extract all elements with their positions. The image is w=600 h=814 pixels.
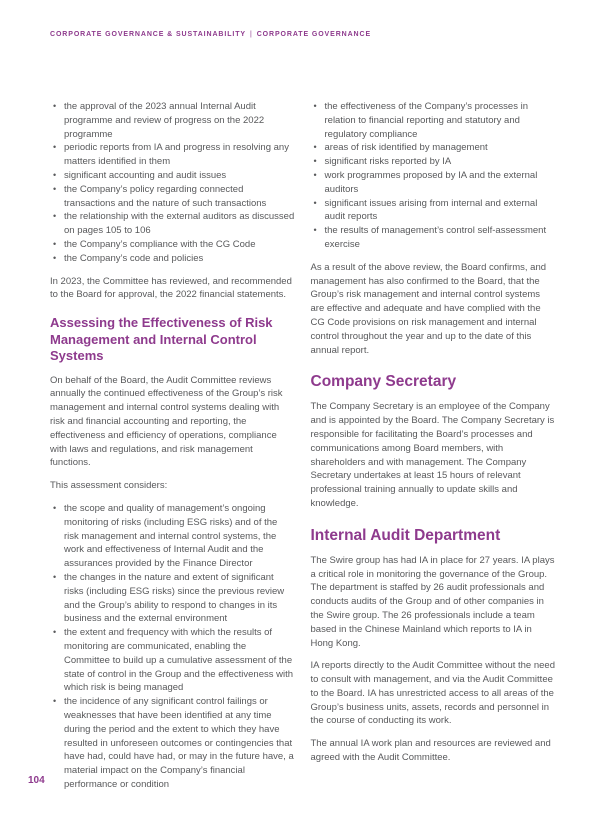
right-column — [311, 100, 556, 792]
bullet-item: • significant issues arising from internal and external audit reports — [311, 197, 556, 225]
risk-section-lead-in: This assessment considers: — [50, 480, 168, 492]
page-content — [50, 100, 555, 792]
internal-audit-paragraph-2: IA reports directly to the Audit Committee without the need to consult with management, and via the Audit Committee to the Board. IA has unrestricted access to all areas of the Group’s business units, assets, records and personnel in the course of conducting its work. — [310, 660, 555, 727]
header-section-label: CORPORATE GOVERNANCE & SUSTAINABILITY — [50, 31, 246, 38]
risk-section-heading: Assessing the Effectiveness of Risk Management and Internal Control Systems — [50, 315, 273, 364]
bullet-item: • the approval of the 2023 annual Internal Audit programme and review of progress on the 2022 programme — [50, 100, 295, 141]
page-number: 104 — [28, 775, 45, 786]
header-subsection-label: CORPORATE GOVERNANCE — [256, 31, 372, 38]
audit-committee-review-list — [50, 100, 295, 266]
bullet-item: • the relationship with the external auditors as discussed on pages 105 to 106 — [50, 210, 295, 238]
board-confirmation-paragraph: As a result of the above review, the Board confirms, and management has also confirmed to the Board, that the Group’s risk management and internal control systems are effective and adequate and have complied with the CG Code provisions on risk management and internal control throughout the year and up to the date of this annual report. — [310, 261, 547, 356]
risk-section-intro: On behalf of the Board, the Audit Committee reviews annually the continued effectiveness of the Group’s risk management and internal control systems dealing with risk and financial accounting and reporting, the effectiveness and efficiency of operations, compliance with laws and regulations, and risk management functions. — [50, 374, 283, 469]
bullet-item: • the scope and quality of management’s ongoing monitoring of risks (including ESG risks) and of the risk management and internal control systems, the work and effectiveness of Internal Audit and the assurances provided by the Finance Director — [50, 502, 295, 571]
left-column — [50, 100, 295, 792]
review-scope-list — [311, 100, 556, 252]
bullet-item: • the Company’s compliance with the CG Code — [50, 238, 295, 252]
company-secretary-heading: Company Secretary — [310, 373, 457, 391]
assessment-considerations-list — [50, 502, 295, 792]
internal-audit-paragraph-1: The Swire group has had IA in place for 27 years. IA plays a critical role in monitoring the governance of the Group. The department is staffed by 26 audit professionals and conducts audits of the Group and of other companies in the Swire group. The 26 professionals include a team based in the Chinese Mainland which reports to IA in Hong Kong. — [310, 554, 555, 649]
bullet-item: • the changes in the nature and extent of significant risks (including ESG risks) since the previous review and the Group’s ability to respond to changes in its business and the external environment — [50, 571, 295, 626]
committee-2023-paragraph: In 2023, the Committee has reviewed, and recommended to the Board for approval, the 2022 financial statements. — [50, 275, 292, 301]
bullet-item: • areas of risk identified by management — [311, 141, 556, 155]
header-separator: | — [250, 31, 253, 38]
bullet-item: • the extent and frequency with which the results of monitoring are communicated, enabling the Committee to build up a cumulative assessment of the state of control in the Group and the effectiveness with which risk is being managed — [50, 626, 295, 695]
internal-audit-heading: Internal Audit Department — [310, 526, 501, 544]
bullet-item: • the incidence of any significant control failings or weaknesses that have been identified at any time during the period and the extent to which they have resulted in unforeseen outcomes or contingencies that have had, could have had, or may in the future have, a material impact on the Company’s financial performance or condition — [50, 695, 295, 792]
bullet-item: • significant accounting and audit issues — [50, 169, 295, 183]
bullet-item: • significant risks reported by IA — [311, 155, 556, 169]
internal-audit-paragraph-3: The annual IA work plan and resources are reviewed and agreed with the Audit Committee. — [310, 738, 551, 764]
bullet-item: • periodic reports from IA and progress in resolving any matters identified in them — [50, 141, 295, 169]
company-secretary-paragraph: The Company Secretary is an employee of the Company and is appointed by the Board. The Company Secretary is responsible for facilitating the Board’s processes and communications among Board members, with shareholders and with management. The Company Secretary undertakes at least 15 hours of relevant professional training annually to update skills and knowledge. — [310, 401, 555, 509]
bullet-item: • the results of management’s control self-assessment exercise — [311, 224, 556, 252]
bullet-item: • the Company’s policy regarding connected transactions and the nature of such transactions — [50, 183, 295, 211]
bullet-item: • the Company’s code and policies — [50, 252, 295, 266]
running-header — [50, 31, 371, 38]
bullet-item: • the effectiveness of the Company’s processes in relation to financial reporting and statutory and regulatory compliance — [311, 100, 556, 141]
bullet-item: • work programmes proposed by IA and the external auditors — [311, 169, 556, 197]
